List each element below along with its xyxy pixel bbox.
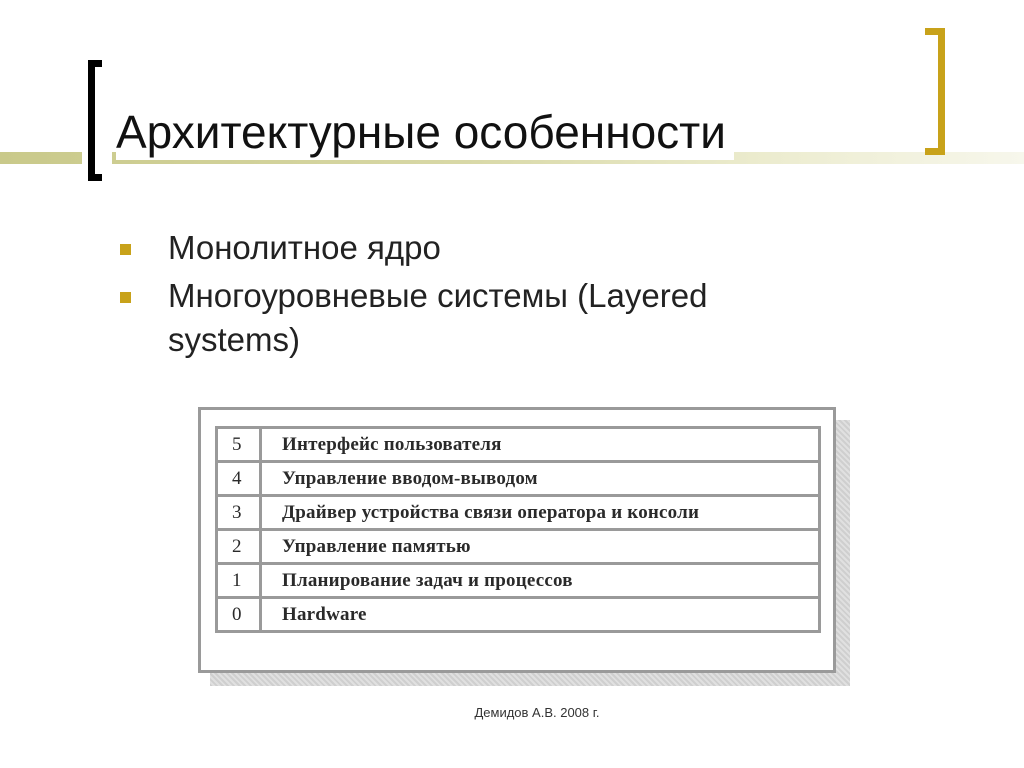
layer-name: Hardware: [261, 598, 820, 632]
layers-figure: [198, 407, 836, 673]
bullet-text: Монолитное ядро: [168, 229, 441, 266]
layer-name: Управление вводом-выводом: [261, 462, 820, 496]
table-row: [217, 462, 820, 496]
bullet-list: [118, 226, 838, 366]
left-bracket-decoration: [88, 60, 102, 181]
slide-footer: Демидов А.В. 2008 г.: [474, 705, 600, 720]
bullet-text: Многоуровневые системы (Layered systems): [168, 277, 708, 358]
table-row: [217, 564, 820, 598]
layer-level: 5: [217, 428, 261, 462]
slide-title: Архитектурные особенности: [116, 104, 734, 160]
layer-level: 0: [217, 598, 261, 632]
table-row: [217, 530, 820, 564]
layer-level: 1: [217, 564, 261, 598]
layer-level: 4: [217, 462, 261, 496]
table-row: [217, 598, 820, 632]
layer-name: Планирование задач и процессов: [261, 564, 820, 598]
layer-level: 3: [217, 496, 261, 530]
layers-table: [215, 426, 821, 633]
table-row: [217, 496, 820, 530]
table-row: [217, 428, 820, 462]
layer-name: Интерфейс пользователя: [261, 428, 820, 462]
bullet-item: [118, 226, 838, 270]
right-bracket-decoration: [925, 28, 945, 155]
bullet-item: [118, 274, 838, 362]
layer-name: Управление памятью: [261, 530, 820, 564]
layer-name: Драйвер устройства связи оператора и консоли: [261, 496, 820, 530]
square-bullet-icon: [120, 244, 131, 255]
layer-level: 2: [217, 530, 261, 564]
square-bullet-icon: [120, 292, 131, 303]
